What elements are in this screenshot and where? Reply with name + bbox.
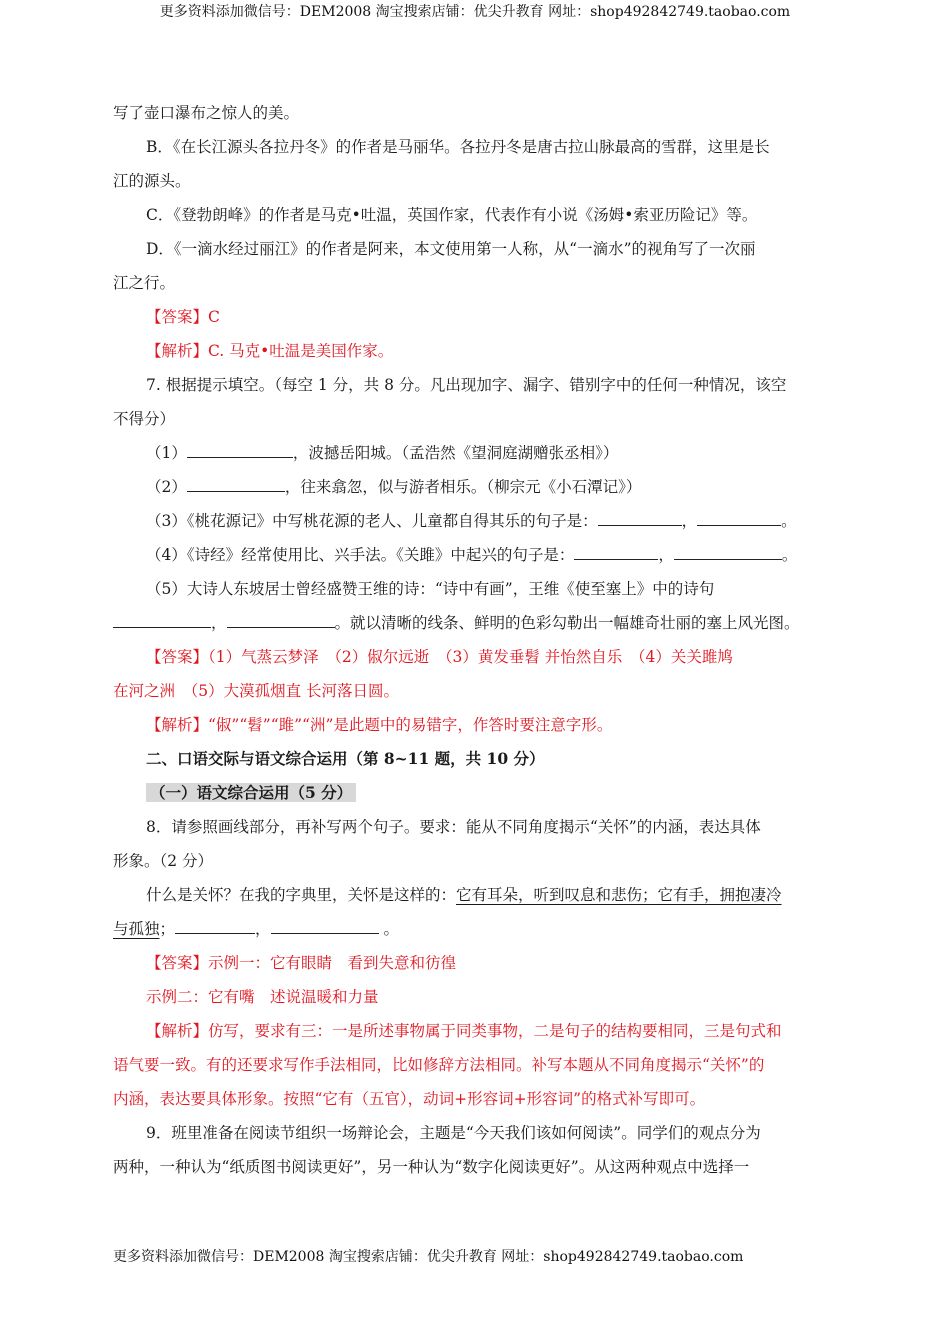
q7-item-3-text: （3）《桃花源记》中写桃花源的老人、儿童都自得其乐的句子是： — [146, 512, 598, 530]
q7-item-5: （5）大诗人东坡居士曾经盛赞王维的诗：“诗中有画”，王维《使至塞上》中的诗句 — [146, 580, 715, 598]
q7-item-3 — [113, 504, 838, 538]
q8-body-cont — [113, 912, 838, 946]
fill-blank — [598, 509, 682, 526]
q7-item-5-text: 。就以清晰的线条、鲜明的色彩勾勒出一幅雄奇壮丽的塞上风光图。 — [334, 614, 800, 632]
comma: ， — [658, 546, 674, 564]
q6-option-d-cont: 江之行。 — [113, 274, 176, 292]
q7-item-1-text: ，波撼岳阳城。（孟浩然《望洞庭湖赠张丞相》） — [292, 444, 619, 462]
fill-blank — [697, 509, 781, 526]
q9-stem-cont: 两种，一种认为“纸质图书阅读更好”，另一种认为“数字化阅读更好”。从这两种观点中选择一 — [113, 1158, 750, 1176]
q8-stem: 8．请参照画线部分，再补写两个句子。要求：能从不同角度揭示“关怀”的内涵，表达具体 — [146, 818, 761, 836]
page-footer: 更多资料添加微信号：DEM2008 淘宝搜索店铺：优尖升教育 网址：shop492842749.taobao.com — [113, 1249, 744, 1265]
period: 。 — [781, 512, 797, 530]
document-body — [113, 96, 838, 1184]
q7-item-1-label: （1） — [146, 444, 187, 462]
fill-blank — [271, 917, 379, 934]
q7-answer-cont: 在河之洲 （5）大漠孤烟直 长河落日圆。 — [113, 682, 400, 700]
semicolon: ； — [159, 920, 176, 938]
q7-stem-cont: 不得分） — [113, 410, 176, 428]
q7-answer: 【答案】（1）气蒸云梦泽 （2）俶尔远逝 （3）黄发垂髫 并怡然自乐 （4）关关雎鸠 — [146, 648, 733, 666]
q7-item-5-cont — [113, 606, 838, 640]
comma: ， — [211, 614, 227, 632]
q6-option-c: C．《登勃朗峰》的作者是马克•吐温，英国作家，代表作有小说《汤姆•索亚历险记》等。 — [146, 206, 758, 224]
underlined-example-cont: 与孤独 — [113, 920, 160, 938]
period: 。 — [781, 546, 798, 564]
q8-analysis-cont-2: 内涵，表达要具体形象。按照“它有（五官），动词+形容词+形容词”的格式补写即可。 — [113, 1090, 706, 1108]
q8-analysis-cont: 语气要一致。有的还要求写作手法相同，比如修辞方法相同。补写本题从不同角度揭示“关怀”的 — [113, 1056, 765, 1074]
q7-item-2-label: （2） — [146, 478, 187, 496]
q8-analysis: 【解析】仿写，要求有三：一是所述事物属于同类事物，二是句子的结构要相同，三是句式和 — [146, 1022, 782, 1040]
fill-blank — [674, 543, 782, 560]
q6-option-b: B．《在长江源头各拉丹冬》的作者是马丽华。各拉丹冬是唐古拉山脉最高的雪群，这里是长 — [146, 138, 770, 156]
q8-answer-2: 示例二：它有嘴 述说温暖和力量 — [146, 988, 379, 1006]
q8-body — [113, 878, 838, 912]
q8-body-text: 什么是关怀？在我的字典里，关怀是这样的： — [146, 886, 457, 904]
page-header: 更多资料添加微信号：DEM2008 淘宝搜索店铺：优尖升教育 网址：shop492842749.taobao.com — [159, 4, 791, 20]
q7-item-2 — [113, 470, 838, 504]
comma: ， — [681, 512, 698, 530]
q7-stem: 7. 根据提示填空。（每空 1 分，共 8 分。凡出现加字、漏字、错别字中的任何一种情况，该空 — [146, 376, 787, 394]
fill-blank — [113, 611, 211, 628]
q6-option-d: D．《一滴水经过丽江》的作者是阿来，本文使用第一人称，从“一滴水”的视角写了一次丽 — [146, 240, 756, 258]
q7-item-4-text: （4）《诗经》经常使用比、兴手法。《关雎》中起兴的句子是： — [146, 546, 575, 564]
q6-analysis: 【解析】C. 马克•吐温是美国作家。 — [146, 342, 394, 360]
q7-item-2-text: ，往来翕忽，似与游者相乐。（柳宗元《小石潭记》） — [284, 478, 642, 496]
q7-analysis: 【解析】“俶”“髫”“雎”“洲”是此题中的易错字，作答时要注意字形。 — [146, 716, 613, 734]
q8-stem-cont: 形象。（2 分） — [113, 852, 214, 870]
underlined-example: 它有耳朵，听到叹息和悲伤；它有手，拥抱凄冷 — [456, 886, 782, 904]
q6-option-b-cont: 江的源头。 — [113, 172, 191, 190]
fill-blank — [187, 441, 293, 458]
q6-answer: 【答案】C — [146, 308, 220, 326]
comma: ， — [255, 920, 271, 938]
fill-blank — [175, 917, 255, 934]
fill-blank — [227, 611, 335, 628]
q8-answer: 【答案】示例一：它有眼睛 看到失意和彷徨 — [146, 954, 457, 972]
q7-item-1 — [113, 436, 838, 470]
q9-stem: 9．班里准备在阅读节组织一场辩论会，主题是“今天我们该如何阅读”。同学们的观点分为 — [146, 1124, 761, 1142]
subtitle-highlight: （一）语文综合运用（5 分） — [146, 783, 356, 802]
q6-option-a-end: 写了壶口瀑布之惊人的美。 — [113, 104, 300, 122]
fill-blank — [574, 543, 658, 560]
q7-item-4 — [113, 538, 838, 572]
fill-blank — [187, 475, 285, 492]
section-2-subtitle — [113, 776, 838, 810]
section-2-title: 二、口语交际与语文综合运用（第 8~11 题，共 10 分） — [146, 749, 545, 768]
period: 。 — [378, 920, 399, 938]
